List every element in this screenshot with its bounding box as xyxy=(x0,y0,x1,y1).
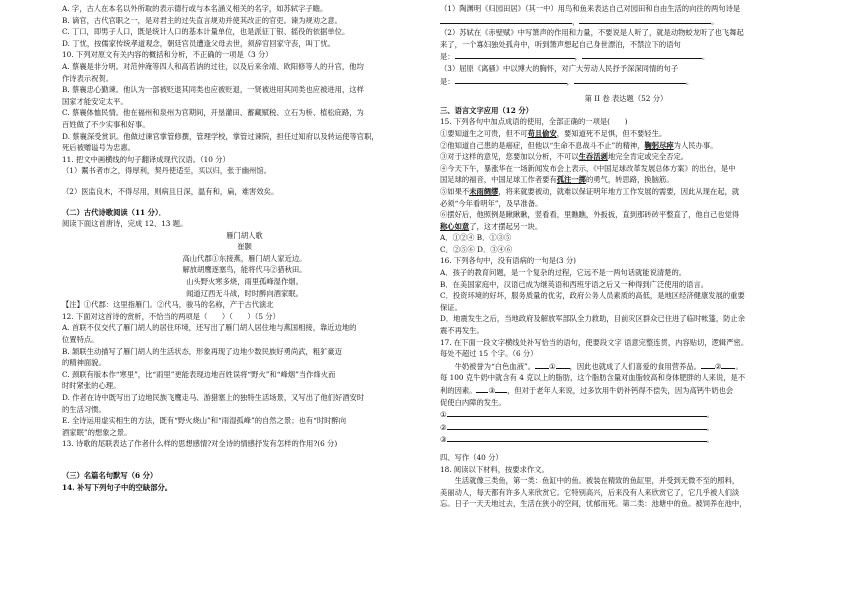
q12-option-b-line1: B. 颔联生动描写了雁门胡人的生活状态，形象再现了边地少数民族好勇尚武，粗犷豪迈 xyxy=(62,346,342,356)
answer-space xyxy=(62,177,427,186)
q17-passage-line1: 牛奶被誉为“白色血液”。 ① ，因此也就成了人们喜爱的食用营养品。 ② 。 xyxy=(440,361,743,371)
q16-option-c-line1: C．投资环境的好坏，服务质量的优劣，政府公务人员素质的高低，是地区经济健康发展的重要 xyxy=(440,291,745,301)
q15-options-ab: A．①②④ B．①③⑤ xyxy=(440,233,512,243)
q16-stem: 16. 下列各句中，没有语病的一句是(3 分) xyxy=(440,256,577,266)
q17-stem-line1: 17. 在下面一段文字横线处补写恰当的语句，使要段文字 语意完整连贯，内容贴切，逻辑严密。 xyxy=(440,337,749,347)
q10-option-a-line1: A. 蔡襄是非分明。对范仲淹等四人和高若讷的过往，以及后来余靖、欧阳修等人的升官，他均 xyxy=(62,61,364,71)
q9-option-c: C. 丁口，即男子人口，既是统计人口的基本计量单位，也是派征丁银、摇役的依据单位。 xyxy=(62,27,350,37)
q17-answer-1: ① 。 xyxy=(440,410,714,420)
poem-line: 解放胡鹰逐塞鸟，能将代马②猎秋田。 xyxy=(182,265,307,275)
q15-sentence-4-line1: ④今天下午，暴涨华在一场新闻发布会上表示，《中国足球改革发展总体方案》的出台，是中 xyxy=(440,163,736,173)
q17-answer-3: ③ 。 xyxy=(440,435,714,445)
q18-material-line3: 忘。日子一天天地过去，生活在狭小的空间，忧郁而死。第二类：池塘中的鱼。被饲养在池中， xyxy=(440,499,747,509)
q10-stem: 10. 下列对原文有关内容的概括和分析，不正确的一项是（3 分） xyxy=(62,50,273,60)
q16-option-a: A．孩子的教育问题，是一个复杂的过程，它远不是一两句话就能说清楚的。 xyxy=(440,268,687,278)
poem-note: 【注】①代郡：这里指雁门。②代马，骏马的名称，产于古代演北 xyxy=(62,300,274,310)
left-column xyxy=(62,3,427,493)
section-language-heading: 三、语言文字应用（12 分） xyxy=(440,105,533,115)
q10-option-c-line2: 百姓做了不少实事和好事。 xyxy=(62,119,150,129)
q10-option-a-line2: 作诗表示祝贺。 xyxy=(62,73,114,83)
q11-sentence-2: （2）医监良木，不得尽用，则病且日深，温有和，扁，难害效矣。 xyxy=(62,186,279,196)
q12-option-a-line2: 位置特点。 xyxy=(62,335,99,345)
q12-option-c-line1: C. 颈联有版本作“寒里”，比“雨里”更能表现边地百姓误将“野火”和“峰烟”当作烽火而 xyxy=(62,369,336,379)
q10-option-d-line2: 死后被赠谥号为忠惠。 xyxy=(62,143,135,153)
q12-option-e-line2: 酒家眠”的想象之景。 xyxy=(62,427,132,437)
section-writing-heading: 四、写作（40 分） xyxy=(440,452,503,462)
q10-option-c-line1: C. 蔡襄体恤民情。他在福州和泉州为官期间，开垦灌田、蓄藏赋税、立石为桥、植松庇路，为 xyxy=(62,108,364,118)
q12-option-c-line2: 时时紧张的心理。 xyxy=(62,381,121,391)
poem-line: 山头野火寒多烧，雨里孤峰湿作烟。 xyxy=(186,277,303,287)
q18-stem: 18. 阅读以下材料，按要求作文。 xyxy=(440,464,549,474)
q9-option-b: B. 谪官，古代官职之一，是对君主的过失直言规劝并使其改正的官吏。谏为规劝之意。 xyxy=(62,15,342,25)
q17-stem-line2: 每处不超过 15 个字。（6 分） xyxy=(440,349,538,359)
q15-sentence-6-line1: ⑥摆好后，他照例是瞅瞅瞅，竖看看，里瞧瞧，外扳扳，直到那砖砖平整直了，他自己也觉得 xyxy=(440,210,740,220)
q10-option-b-line2: 国家才能安定太平。 xyxy=(62,96,128,106)
q15-stem: 15. 下列各句中加点成语的使用，全部正确的一项是( ) xyxy=(440,117,628,127)
q12-option-e-line1: E. 全诗运用虚实相生的方法，既有“野火烧山”和“雨湿孤峰”的自然之景；也有“时时醉向 xyxy=(62,416,347,426)
q14-item-2-line1: （2）苏轼在《赤壁赋》中写箫声的作用和力量，不要说是人听了，就是动物蛟龙听了也飞舞起 xyxy=(440,28,744,38)
q12-stem: 12. 下面对这首诗的赏析，不恰当的两项是（ ）（ ）（5 分） xyxy=(62,311,280,321)
q14-item-2-blank: 是： ， 。 xyxy=(440,52,710,62)
q12-option-b-line2: 的精神面貌。 xyxy=(62,358,106,368)
q9-option-a: A. 字，古人在本名以外所取的表示德行或与本名涵义相关的名字，如苏轼字子瞻。 xyxy=(62,4,328,13)
q12-option-d-line1: D. 作者在诗中既写出了边地民族飞鹰走马、游猎塞上的独特生活场景，又写出了他们好酒安时 xyxy=(62,393,365,402)
q16-option-d-line1: D．地震发生之后，当地政府及解放军部队全力救助，目前灾区群众已住进了临时帐篷，防止余 xyxy=(440,314,746,324)
section-poetry-heading: （二）古代诗歌阅读（11 分）． xyxy=(62,207,166,217)
q16-option-c-line2: 保证。 xyxy=(440,302,462,312)
q12-option-a-line1: A. 首联不仅交代了雁门胡人的居住环境，还写出了雁门胡人居住地与燕国相接，靠近边地的 xyxy=(62,323,357,333)
q16-option-d-line2: 震不再发生。 xyxy=(440,326,484,336)
q17-passage-line2: 每 100 克牛奶中就含有 4 克以上的脂肪，这个脂肪含量对血脂较高和身体肥胖的人来说，是不 xyxy=(440,373,746,383)
answer-space xyxy=(62,450,427,470)
q15-sentence-3: ③对于这样的意见，您要加以分析，不可以生吞活剥地完全肯定或完全否定。 xyxy=(440,152,689,162)
poem-line: 闻道辽西无斗战，时时醉向酒家眠。 xyxy=(186,288,303,298)
q18-material-line1: 生活就像三类鱼，第一类：鱼缸中的鱼。被装在精致的鱼缸里，并受到无微不至的照料， xyxy=(440,476,740,486)
q13-stem: 13. 诗歌的尾联表达了作者什么样的思想感情?对全诗的情感抒发有怎样的作用?(6 分) xyxy=(62,439,338,449)
right-column xyxy=(440,3,812,510)
poem xyxy=(62,230,427,300)
q15-options-cd: C．②⑤⑥ D．③④⑥ xyxy=(440,244,513,254)
q15-sentence-5-line2: 必须“今年看明年”，及早准备。 xyxy=(440,198,543,208)
part2-title: 第 II 卷 表达题（52 分） xyxy=(584,94,668,104)
poem-title: 雁门胡人歌 xyxy=(226,230,263,240)
q10-option-b-line1: B. 蔡襄忠心勤谏。他认为一部被贬退其同类也应被贬退，一贤被进用其同类也应被进用，这样 xyxy=(62,85,364,95)
q14-item-3-blank: 是： ， 。 xyxy=(440,76,694,86)
q10-option-d-line1: D. 蔡襄深受赏识。他做过谏官掌管修撰，管理学校，掌管过谏院，担任过知府以及转运使等官职， xyxy=(62,131,379,141)
q16-option-b: B．在美国家庭中，汉语已成为继英语和西班牙语之后又一种得到广泛使用的语言。 xyxy=(440,279,709,289)
poem-line: 高山代郡①东接燕，雁门胡人家近边。 xyxy=(182,253,307,263)
q17-answer-2: ② 。 xyxy=(440,422,714,432)
q14-item-1: （1）陶渊明《归园田居》（其一中）用鸟和鱼来表达自己对园田和自由生活的向往的两句诗是 xyxy=(440,4,741,13)
q15-sentence-5-line1: ⑤如果不未雨绸缪，将来就要被动，就难以保证明年地方工作发展的需要，因此从现在起，就 xyxy=(440,186,740,196)
q14-item-1-blank: ， 。 xyxy=(440,15,812,28)
q11-sentence-1: （1）鬻书者市之，得厚利，契丹使适至，买以归，张于幽州馆。 xyxy=(62,166,271,176)
q14-item-2-line2: 来了，一个寡妇独处孤舟中，听到箫声想起自己身世漂泊，不禁泣下的语句 xyxy=(440,39,681,49)
q15-sentence-1: ①要知道生之可贵，但不可苟且偷安，要知道死不足惧，但不要轻生。 xyxy=(440,128,667,138)
q15-sentence-2: ②他知道自己患的是癌症，但他以“生命不息战斗不止”的精神，鞠躬尽瘁为人民办事。 xyxy=(440,140,718,150)
section-recitation-heading: （三）名篇名句默写（6 分） xyxy=(62,470,158,480)
q11-stem: 11. 把文中画横线的句子翻译成现代汉语。（10 分） xyxy=(62,154,230,164)
q15-sentence-6-line2: 称心如意了，这才摆起另一块。 xyxy=(440,221,543,231)
q15-sentence-4-line2: 国足球的福音，中国足球工作者要有孤注一掷的勇气，转思路，换脑筋。 xyxy=(440,175,674,185)
answer-space xyxy=(62,198,427,207)
q17-passage-line4: 促使白内障的发生。 xyxy=(440,397,506,407)
q18-material-line2: 美丽动人，每天都有许多人来欣赏它。它特别高兴，后来没有人来欣赏它了，它几乎被人们淡 xyxy=(440,487,740,497)
poem-author: 崔颢 xyxy=(237,242,252,252)
q9-option-d: D. 丁忧，按儒家传统孝道观念，朝廷官员遭逢父母去世，须辞官回家守丧，叫丁忧。 xyxy=(62,38,335,48)
q12-option-d-line2: 的生活习惯。 xyxy=(62,404,106,414)
section-poetry-intro: 阅读下面这首唐诗，完成 12、13 题。 xyxy=(62,219,188,229)
q14-stem: 14. 补写下列句子中的空缺部分。 xyxy=(62,482,173,492)
q14-item-3: （3）屈原《离骚》中以博大的胸怀，对广大劳动人民抒予深深同情的句子 xyxy=(440,63,679,73)
q17-passage-line3: 利的因素。 ③ ，但对于老年人来说，过多饮用牛奶补钙得不偿失，因为高钙牛奶也会 xyxy=(440,386,734,395)
